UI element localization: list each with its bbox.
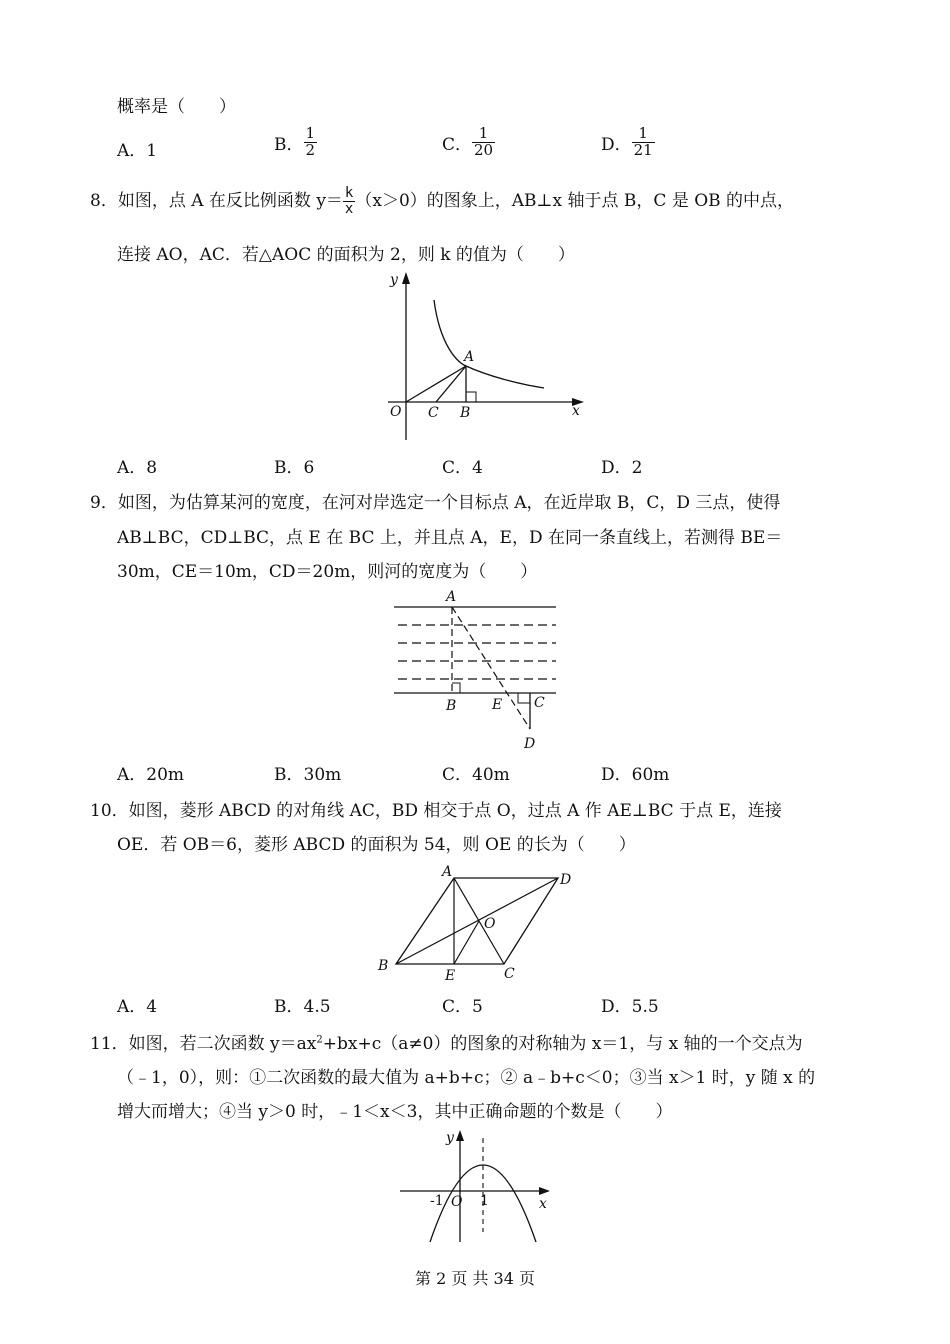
q8-label-b: B xyxy=(460,405,471,421)
q9-label-a: A xyxy=(446,589,457,605)
q9-label-e: E xyxy=(492,697,503,713)
q8-option-a: A．8 xyxy=(117,458,158,478)
q9-option-c: C．40m xyxy=(442,765,510,785)
q10-label-b: B xyxy=(378,958,389,974)
q9-label-d: D xyxy=(524,736,536,752)
q8-option-c: C．4 xyxy=(442,458,483,478)
q9-stem-line1: 9．如图，为估算某河的宽度，在河对岸选定一个目标点 A，在近岸取 B，C，D 三点，使得 xyxy=(90,493,781,513)
q9-option-d: D．60m xyxy=(601,765,670,785)
q8-stem-line1: 8．如图，点 A 在反比例函数 y＝ $\frac{k}{x}$ （x＞0）的图象上，AB⊥x 轴于点 B，C 是 OB 的中点， xyxy=(90,185,795,217)
q7-stem-tail: 概率是（ ） xyxy=(117,97,236,117)
q10-figure xyxy=(372,858,582,986)
q11-label-y: y xyxy=(446,1130,454,1146)
q11-figure xyxy=(396,1126,556,1244)
q11-label-x: x xyxy=(539,1196,547,1212)
q8-label-y: y xyxy=(390,272,398,288)
q9-label-c: C xyxy=(534,695,545,711)
q11-label-o: O xyxy=(451,1194,463,1210)
q7-option-c: C． $\frac{1}{20}$ xyxy=(442,124,494,159)
q10-label-a: A xyxy=(442,864,453,880)
q8-stem-line2: 连接 AO，AC．若△AOC 的面积为 2，则 k 的值为（ ） xyxy=(117,245,575,265)
q8-label-x: x xyxy=(572,403,580,419)
q10-option-b: B．4.5 xyxy=(274,997,331,1017)
q11-label-neg1: -1 xyxy=(430,1193,444,1209)
q11-stem-line3: 增大而增大；④当 y＞0 时，﹣1＜x＜3，其中正确命题的个数是（ ） xyxy=(117,1102,673,1122)
q8-figure xyxy=(378,268,598,448)
q9-stem-line3: 30m，CE＝10m，CD＝20m，则河的宽度为（ ） xyxy=(117,562,538,582)
q7-option-b: B． $\frac{1}{2}$ xyxy=(274,124,316,159)
q8-label-c: C xyxy=(428,405,439,421)
page-footer: 第 2 页 共 34 页 xyxy=(415,1269,535,1288)
q8-label-a: A xyxy=(464,349,475,365)
q10-label-d: D xyxy=(560,872,572,888)
q11-label-1: 1 xyxy=(480,1193,489,1209)
q9-option-b: B．30m xyxy=(274,765,342,785)
q9-figure xyxy=(388,586,568,756)
q10-label-o: O xyxy=(484,916,496,932)
q11-stem-line1: 11．如图，若二次函数 $y=ax^2+bx+c(a\ne 0)$的图象的对称轴为 x＝1，与 x 轴的一个交点为 xyxy=(90,1034,803,1054)
q10-stem-line2: OE．若 OB＝6，菱形 ABCD 的面积为 54，则 OE 的长为（ ） xyxy=(117,835,636,855)
q11-stem-line2: （﹣1，0），则：①二次函数的最大值为 a+b+c；② a﹣b+c＜0；③当 x＞1 时，y 随 x 的 xyxy=(117,1068,816,1088)
q8-option-d: D．2 xyxy=(601,458,643,478)
q8-label-o: O xyxy=(390,404,402,420)
q10-option-c: C．5 xyxy=(442,997,483,1017)
q10-option-a: A．4 xyxy=(117,997,158,1017)
q7-option-a: A．1 xyxy=(117,141,158,161)
q9-label-b: B xyxy=(446,698,457,714)
q9-stem-line2: AB⊥BC，CD⊥BC，点 E 在 BC 上，并且点 A，E，D 在同一条直线上，若测得 BE＝ xyxy=(117,528,783,548)
q10-label-c: C xyxy=(504,966,515,982)
q10-label-e: E xyxy=(445,968,456,984)
q7-option-d: D． $\frac{1}{21}$ xyxy=(601,124,653,159)
q8-option-b: B．6 xyxy=(274,458,315,478)
q10-stem-line1: 10．如图，菱形 ABCD 的对角线 AC，BD 相交于点 O，过点 A 作 AE⊥BC 于点 E，连接 xyxy=(90,801,782,821)
q10-option-d: D．5.5 xyxy=(601,997,659,1017)
q9-option-a: A．20m xyxy=(117,765,185,785)
